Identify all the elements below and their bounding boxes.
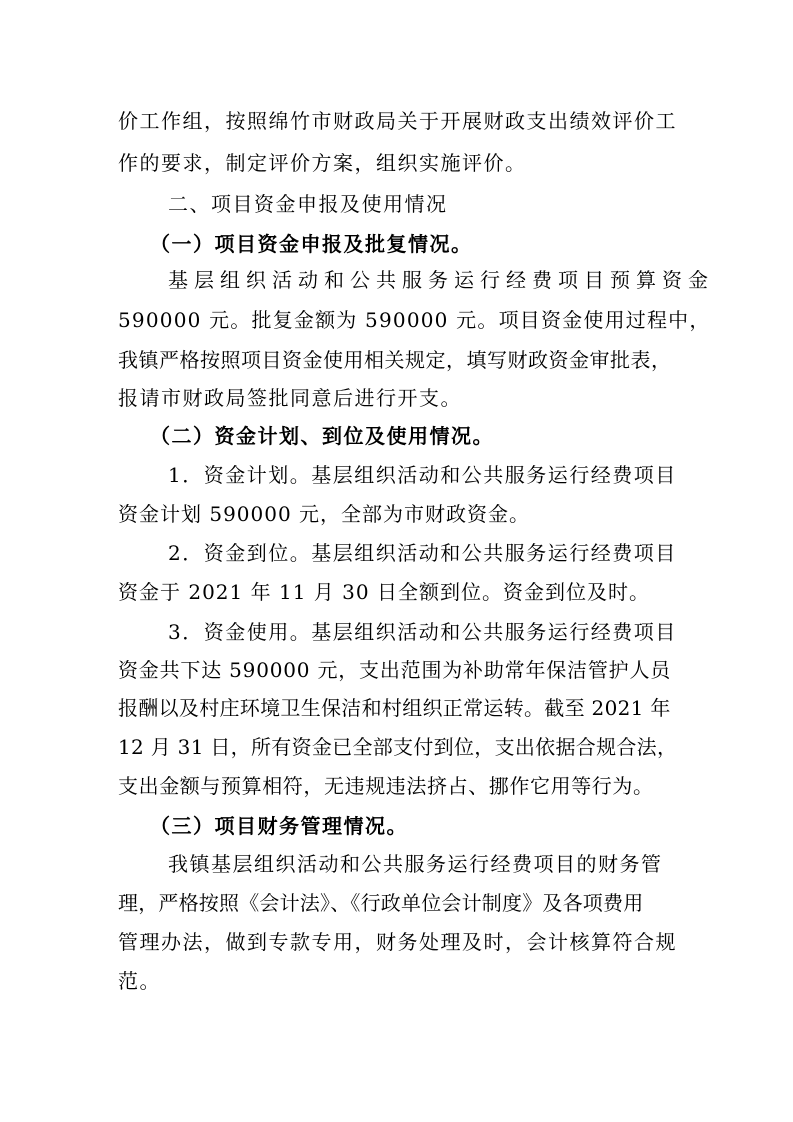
line-text: 理，严格按照《会计法》、《行政单位会计制度》及各项费用 — [118, 891, 644, 915]
line-text: 资金计划 590000 元，全部为市财政资金。 — [118, 502, 531, 526]
section-heading-text: 二、项目资金申报及使用情况 — [168, 192, 448, 216]
paragraph-line — [0, 958, 793, 1004]
line-text: 价工作组，按照绵竹市财政局关于开展财政支出绩效评价工 — [118, 109, 677, 133]
line-text: 报酬以及村庄环境卫生保洁和村组织正常运转。截至 2021 年 — [118, 696, 671, 720]
line-text: 我镇基层组织活动和公共服务运行经费项目的财务管 — [168, 852, 663, 876]
line-text: 报请市财政局签批同意后进行开支。 — [118, 386, 462, 410]
paragraph-line — [0, 140, 793, 186]
line-text: 2．资金到位。基层组织活动和公共服务运行经费项目 — [168, 541, 677, 565]
line-text: 作的要求，制定评价方案，组织实施评价。 — [118, 151, 527, 175]
line-text: 基层组织活动和公共服务运行经费项目预算资金 — [168, 268, 714, 292]
line-text: 支出金额与预算相符，无违规违法挤占、挪作它用等行为。 — [118, 774, 654, 798]
line-text: 12 月 31 日，所有资金已全部支付到位，支出依据合规合法， — [118, 735, 678, 759]
line-text: 资金于 2021 年 11 月 30 日全额到位。资金到位及时。 — [118, 580, 650, 604]
paragraph-line — [0, 98, 793, 144]
line-text: 管理办法，做到专款专用，财务处理及时，会计核算符合规 — [118, 930, 677, 954]
line-text: 范。 — [118, 969, 161, 993]
line-text: 资金共下达 590000 元，支出范围为补助常年保洁管护人员 — [118, 658, 672, 682]
subsection-heading-text: （一）项目资金申报及批复情况。 — [150, 232, 473, 256]
line-text: 3．资金使用。基层组织活动和公共服务运行经费项目 — [168, 620, 677, 644]
subsection-heading-text: （二）资金计划、到位及使用情况。 — [150, 424, 494, 448]
line-text: 590000 元。批复金额为 590000 元。项目资金使用过程中， — [118, 308, 711, 332]
line-text: 我镇严格按照项目资金使用相关规定，填写财政资金审批表， — [118, 348, 672, 372]
line-text: 1．资金计划。基层组织活动和公共服务运行经费项目 — [168, 463, 677, 487]
subsection-heading-text: （三）项目财务管理情况。 — [150, 814, 408, 838]
